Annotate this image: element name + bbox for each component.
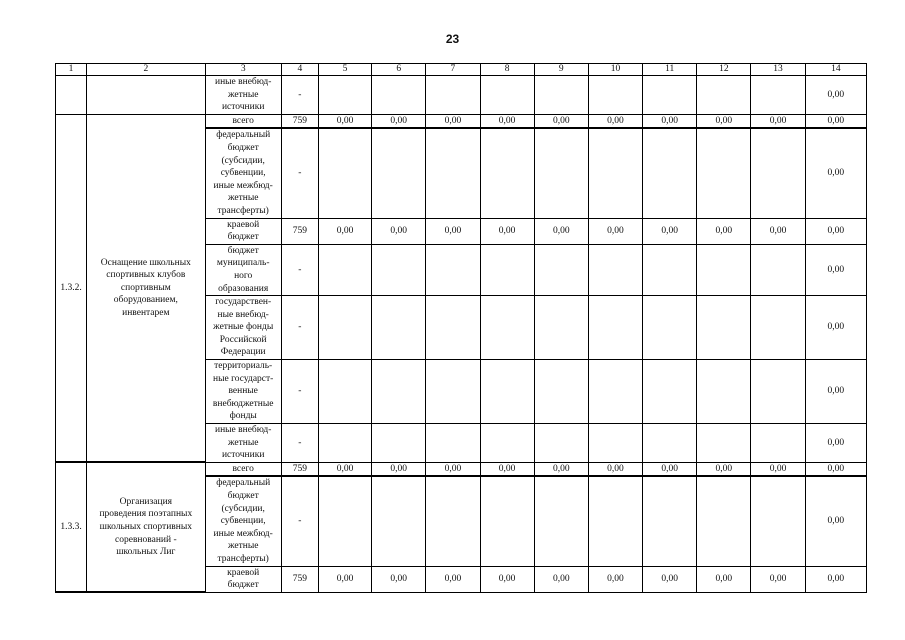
value-cell: 0,00 — [588, 462, 642, 476]
value-cell — [318, 476, 371, 566]
value-cell — [588, 128, 642, 218]
page-number: 23 — [445, 32, 460, 46]
value-cell — [588, 244, 642, 295]
kbk-cell: - — [281, 296, 318, 360]
value-cell — [588, 76, 642, 115]
value-cell: 0,00 — [426, 566, 480, 592]
value-cell — [534, 360, 588, 424]
table-body — [56, 64, 867, 593]
value-cell — [534, 244, 588, 295]
source-cell: территориаль- ные государст- венные внебюджетные фонды — [205, 360, 281, 424]
value-cell — [643, 424, 697, 463]
value-cell — [751, 424, 805, 463]
source-cell: бюджет муниципаль- ного образования — [205, 244, 281, 295]
value-cell: 0,00 — [318, 462, 371, 476]
value-cell — [480, 360, 534, 424]
column-header-row — [56, 64, 867, 76]
total-cell: 0,00 — [805, 424, 866, 463]
column-header: 4 — [281, 64, 318, 76]
total-cell: 0,00 — [805, 244, 866, 295]
column-header: 14 — [805, 64, 866, 76]
kbk-cell: - — [281, 244, 318, 295]
total-cell: 0,00 — [805, 128, 866, 218]
value-cell: 0,00 — [372, 462, 426, 476]
value-cell: 0,00 — [588, 114, 642, 128]
value-cell — [588, 476, 642, 566]
source-cell: краевой бюджет — [205, 218, 281, 244]
value-cell — [426, 128, 480, 218]
value-cell — [480, 424, 534, 463]
value-cell: 0,00 — [534, 218, 588, 244]
value-cell: 0,00 — [588, 566, 642, 592]
value-cell — [372, 128, 426, 218]
value-cell — [372, 296, 426, 360]
value-cell — [751, 244, 805, 295]
value-cell: 0,00 — [697, 114, 751, 128]
value-cell — [318, 424, 371, 463]
value-cell — [751, 360, 805, 424]
value-cell: 0,00 — [751, 218, 805, 244]
value-cell: 0,00 — [588, 218, 642, 244]
source-cell: иные внебюд- жетные источники — [205, 76, 281, 115]
value-cell: 0,00 — [751, 114, 805, 128]
source-cell: всего — [205, 462, 281, 476]
value-cell — [372, 244, 426, 295]
value-cell — [426, 476, 480, 566]
value-cell — [697, 244, 751, 295]
value-cell — [643, 76, 697, 115]
total-cell: 0,00 — [805, 476, 866, 566]
value-cell — [426, 296, 480, 360]
value-cell — [534, 476, 588, 566]
value-cell — [588, 296, 642, 360]
column-header: 6 — [372, 64, 426, 76]
value-cell — [588, 360, 642, 424]
total-cell: 0,00 — [805, 76, 866, 115]
value-cell: 0,00 — [534, 462, 588, 476]
source-cell: федеральный бюджет (субсидии, субвенции, иные межбюд- жетные трансферты) — [205, 128, 281, 218]
value-cell — [697, 476, 751, 566]
total-cell: 0,00 — [805, 566, 866, 592]
value-cell — [426, 244, 480, 295]
value-cell — [480, 296, 534, 360]
value-cell — [534, 424, 588, 463]
value-cell — [588, 424, 642, 463]
kbk-cell: 759 — [281, 566, 318, 592]
source-cell: краевой бюджет — [205, 566, 281, 592]
kbk-cell: - — [281, 128, 318, 218]
value-cell — [318, 244, 371, 295]
value-cell — [480, 244, 534, 295]
kbk-cell: - — [281, 360, 318, 424]
value-cell — [697, 76, 751, 115]
value-cell — [643, 244, 697, 295]
value-cell — [318, 296, 371, 360]
column-header: 9 — [534, 64, 588, 76]
value-cell — [372, 476, 426, 566]
column-header: 7 — [426, 64, 480, 76]
value-cell — [480, 128, 534, 218]
column-header: 1 — [56, 64, 87, 76]
value-cell: 0,00 — [643, 566, 697, 592]
value-cell: 0,00 — [643, 218, 697, 244]
value-cell: 0,00 — [372, 114, 426, 128]
value-cell — [318, 360, 371, 424]
value-cell: 0,00 — [372, 218, 426, 244]
value-cell — [426, 424, 480, 463]
value-cell: 0,00 — [426, 462, 480, 476]
kbk-cell: - — [281, 424, 318, 463]
value-cell — [318, 76, 371, 115]
column-header: 8 — [480, 64, 534, 76]
kbk-cell: 759 — [281, 462, 318, 476]
column-header: 2 — [87, 64, 205, 76]
column-header: 3 — [205, 64, 281, 76]
code-cell — [56, 76, 87, 115]
value-cell: 0,00 — [697, 566, 751, 592]
budget-table — [55, 63, 867, 593]
table-row — [56, 462, 867, 476]
value-cell — [643, 476, 697, 566]
source-cell: государствен- ные внебюд- жетные фонды Российской Федерации — [205, 296, 281, 360]
column-header: 11 — [643, 64, 697, 76]
value-cell: 0,00 — [751, 566, 805, 592]
value-cell — [534, 128, 588, 218]
value-cell: 0,00 — [480, 218, 534, 244]
value-cell: 0,00 — [426, 114, 480, 128]
column-header: 5 — [318, 64, 371, 76]
value-cell — [426, 76, 480, 115]
value-cell — [751, 76, 805, 115]
value-cell — [697, 424, 751, 463]
value-cell — [372, 424, 426, 463]
column-header: 13 — [751, 64, 805, 76]
kbk-cell: - — [281, 476, 318, 566]
source-cell: всего — [205, 114, 281, 128]
column-header: 10 — [588, 64, 642, 76]
value-cell — [372, 76, 426, 115]
value-cell — [480, 476, 534, 566]
value-cell — [697, 128, 751, 218]
value-cell: 0,00 — [318, 218, 371, 244]
table-row — [56, 76, 867, 115]
table-row — [56, 114, 867, 128]
value-cell: 0,00 — [372, 566, 426, 592]
total-cell: 0,00 — [805, 218, 866, 244]
kbk-cell: 759 — [281, 218, 318, 244]
total-cell: 0,00 — [805, 114, 866, 128]
value-cell — [534, 296, 588, 360]
value-cell — [697, 360, 751, 424]
total-cell: 0,00 — [805, 360, 866, 424]
value-cell: 0,00 — [480, 566, 534, 592]
value-cell: 0,00 — [534, 566, 588, 592]
value-cell: 0,00 — [643, 462, 697, 476]
value-cell — [318, 128, 371, 218]
value-cell: 0,00 — [534, 114, 588, 128]
value-cell: 0,00 — [643, 114, 697, 128]
kbk-cell: - — [281, 76, 318, 115]
column-header: 12 — [697, 64, 751, 76]
value-cell: 0,00 — [697, 462, 751, 476]
value-cell — [534, 76, 588, 115]
source-cell: иные внебюд- жетные источники — [205, 424, 281, 463]
value-cell — [480, 76, 534, 115]
total-cell: 0,00 — [805, 296, 866, 360]
value-cell — [643, 296, 697, 360]
value-cell — [697, 296, 751, 360]
value-cell: 0,00 — [426, 218, 480, 244]
value-cell — [643, 128, 697, 218]
source-cell: федеральный бюджет (субсидии, субвенции, иные межбюд- жетные трансферты) — [205, 476, 281, 566]
value-cell — [643, 360, 697, 424]
name-cell — [87, 76, 205, 115]
item-name: Организация проведения поэтапных школьных спортивных соревнований - школьных Лиг — [87, 462, 205, 592]
value-cell: 0,00 — [480, 462, 534, 476]
total-cell: 0,00 — [805, 462, 866, 476]
value-cell — [751, 128, 805, 218]
value-cell: 0,00 — [751, 462, 805, 476]
value-cell: 0,00 — [697, 218, 751, 244]
value-cell: 0,00 — [318, 566, 371, 592]
value-cell — [751, 296, 805, 360]
kbk-cell: 759 — [281, 114, 318, 128]
value-cell — [372, 360, 426, 424]
item-name: Оснащение школьных спортивных клубов спортивным оборудованием, инвентарем — [87, 114, 205, 462]
value-cell: 0,00 — [480, 114, 534, 128]
value-cell: 0,00 — [318, 114, 371, 128]
item-code: 1.3.3. — [56, 462, 87, 592]
value-cell — [426, 360, 480, 424]
value-cell — [751, 476, 805, 566]
item-code: 1.3.2. — [56, 114, 87, 462]
